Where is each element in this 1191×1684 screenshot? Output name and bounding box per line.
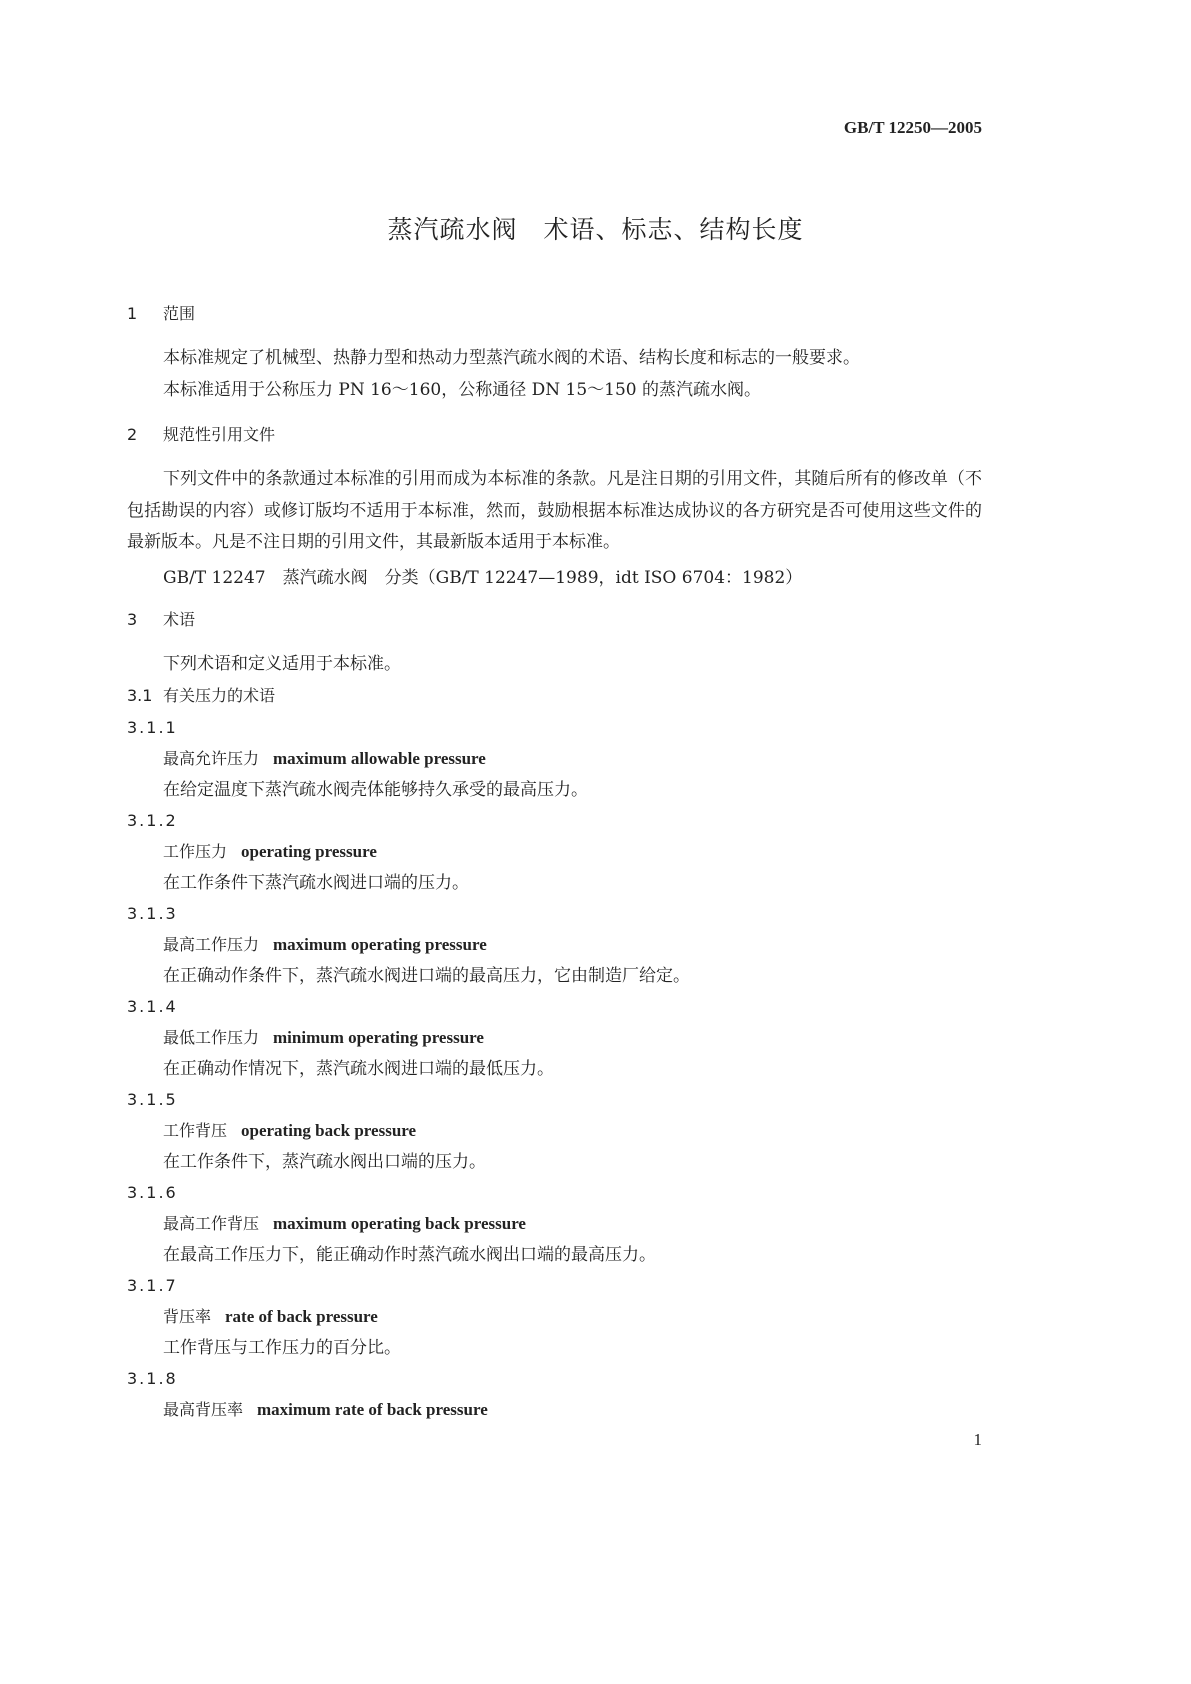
section-2-heading [127, 425, 275, 445]
page-title: 蒸汽疏水阀 术语、标志、结构长度 [387, 215, 804, 244]
term-zh: 最高允许压力 [163, 749, 260, 768]
term-number: 3.1.3 [127, 904, 178, 923]
term-number: 3.1.4 [127, 997, 178, 1016]
term-zh: 工作背压 [163, 1121, 228, 1140]
term-definition: 在正确动作情况下，蒸汽疏水阀进口端的最低压力。 [163, 1059, 554, 1079]
term-en: minimum operating pressure [273, 1028, 484, 1047]
term-en: maximum allowable pressure [273, 749, 486, 768]
term-definition: 在工作条件下蒸汽疏水阀进口端的压力。 [163, 873, 469, 893]
term-number: 3.1.5 [127, 1090, 178, 1109]
term-definition: 在正确动作条件下，蒸汽疏水阀进口端的最高压力，它由制造厂给定。 [163, 966, 690, 986]
term-zh: 最低工作压力 [163, 1028, 260, 1047]
term-number: 3.1.7 [127, 1276, 178, 1295]
term-en: rate of back pressure [225, 1307, 378, 1326]
term-definition: 工作背压与工作压力的百分比。 [163, 1338, 401, 1358]
term-zh: 最高工作背压 [163, 1214, 260, 1233]
term-en: maximum rate of back pressure [257, 1400, 488, 1419]
term [163, 842, 377, 862]
section-number: 1 [127, 304, 138, 323]
term-number: 3.1.2 [127, 811, 178, 830]
paragraph: 本标准规定了机械型、热静力型和热动力型蒸汽疏水阀的术语、结构长度和标志的一般要求。 [163, 348, 860, 368]
term [163, 1121, 416, 1141]
reference-item: GB/T 12247 蒸汽疏水阀 分类（GB/T 12247—1989，idt ISO 6704：1982） [163, 568, 803, 588]
term [163, 1400, 488, 1420]
term [163, 935, 487, 955]
term-en: operating back pressure [241, 1121, 417, 1140]
term-zh: 背压率 [163, 1307, 212, 1326]
paragraph: 下列术语和定义适用于本标准。 [163, 654, 401, 674]
term-zh: 工作压力 [163, 842, 228, 861]
term-zh: 最高背压率 [163, 1400, 244, 1419]
term-number: 3.1.6 [127, 1183, 178, 1202]
subsection-number: 3.1 [127, 686, 153, 705]
subsection-title: 有关压力的术语 [163, 686, 276, 705]
section-number: 2 [127, 425, 138, 444]
subsection-heading [127, 686, 275, 706]
term-en: operating pressure [241, 842, 377, 861]
section-3-heading [127, 610, 195, 630]
term-zh: 最高工作压力 [163, 935, 260, 954]
term-number: 3.1.1 [127, 718, 178, 737]
paragraph: 下列文件中的条款通过本标准的引用而成为本标准的条款。凡是注日期的引用文件，其随后所有的修改单（不包括勘误的内容）或修订版均不适用于本标准，然而，鼓励根据本标准达成协议的各方研究是否可使用这些文件的最新版本。凡是不注日期的引用文件，其最新版本适用于本标准。 [127, 469, 982, 552]
term-definition: 在工作条件下，蒸汽疏水阀出口端的压力。 [163, 1152, 486, 1172]
term-en: maximum operating back pressure [273, 1214, 526, 1233]
section-title: 规范性引用文件 [163, 425, 276, 444]
term [163, 1307, 378, 1327]
section-number: 3 [127, 610, 138, 629]
standard-number: GB/T 12250—2005 [843, 118, 982, 137]
term [163, 1214, 526, 1234]
paragraph: 本标准适用于公称压力 PN 16～160，公称通径 DN 15～150 的蒸汽疏水阀。 [163, 380, 761, 400]
term-definition: 在最高工作压力下，能正确动作时蒸汽疏水阀出口端的最高压力。 [163, 1245, 656, 1265]
term [163, 1028, 484, 1048]
term [163, 749, 486, 769]
section-title: 术语 [163, 610, 196, 629]
section-1-heading [127, 304, 195, 324]
section-title: 范围 [163, 304, 196, 323]
term-definition: 在给定温度下蒸汽疏水阀壳体能够持久承受的最高压力。 [163, 780, 588, 800]
page-number: 1 [973, 1430, 982, 1449]
term-en: maximum operating pressure [273, 935, 487, 954]
term-number: 3.1.8 [127, 1369, 178, 1388]
